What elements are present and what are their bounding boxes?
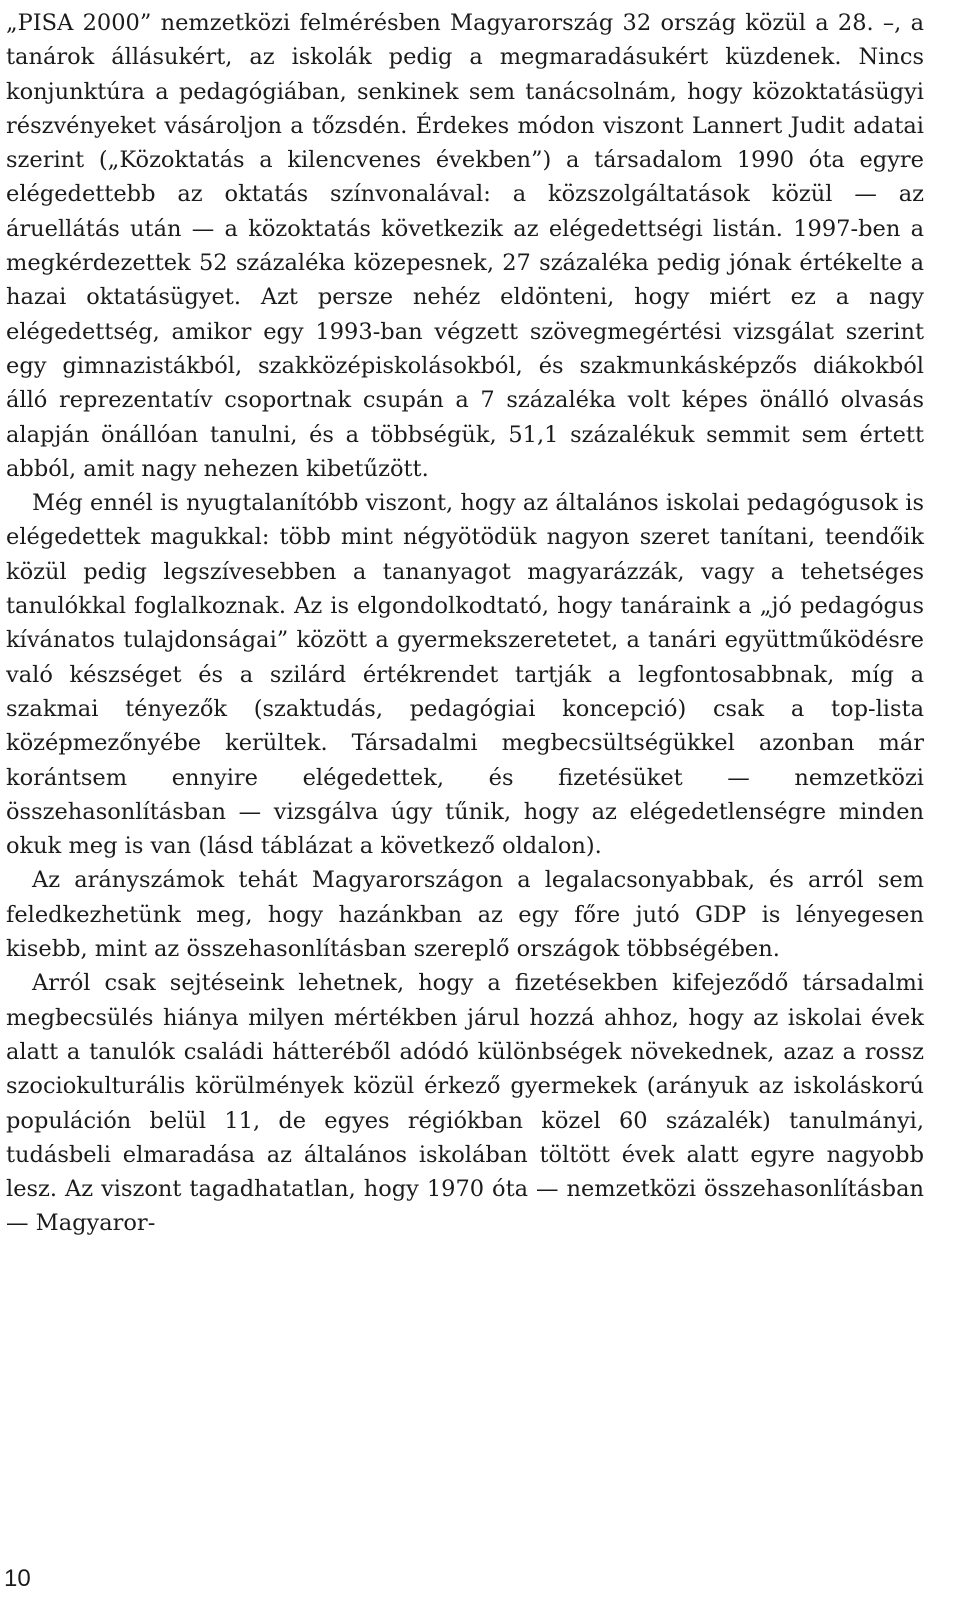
page-number: 10 (4, 1565, 31, 1592)
paragraph-2: Még ennél is nyugtalanítóbb viszont, hogy az általános iskolai pedagógusok is elégedettek magukkal: több mint négyötödük nagyon szeret tanítani, teendőik közül pedig legszívesebben a tananyagot magyarázzák, vagy a tehetséges tanulókkal foglalkoznak. Az is elgondolkodtató, hogy tanáraink a „jó pedagógus kívánatos tulajdonságai” között a gyermekszeretetet, a tanári együttműködésre való készséget és a szilárd értékrendet tartják a legfontosabbnak, míg a szakmai tényezők (szaktudás, pedagógiai koncepció) csak a top-lista középmezőnyébe kerültek. Társadalmi megbecsültségükkel azonban már korántsem ennyire elégedettek, és fizetésüket — nemzetközi összehasonlításban — vizsgálva úgy tűnik, hogy az elégedetlenségre minden okuk meg is van (lásd táblázat a következő oldalon). (6, 490, 924, 860)
paragraph-1: „PISA 2000” nemzetközi felmérésben Magyarország 32 ország közül a 28. –, a tanárok állásukért, az iskolák pedig a megmaradásukért küzdenek. Nincs konjunktúra a pedagógiában, senkinek sem tanácsolnám, hogy közoktatásügyi részvényeket vásároljon a tőzsdén. Érdekes módon viszont Lannert Judit adatai szerint („Közoktatás a kilencvenes években”) a társadalom 1990 óta egyre elégedettebb az oktatás színvonalával: a közszolgáltatások közül — az áruellátás után — a közoktatás következik az elégedettségi listán. 1997-ben a megkérdezettek 52 százaléka közepesnek, 27 százaléka pedig jónak értékelte a hazai oktatásügyet. Azt persze nehéz eldönteni, hogy miért ez a nagy elégedettség, amikor egy 1993-ban végzett szövegmegértési vizsgálat szerint egy gimnazistákból, szakközépiskolásokból, és szakmunkásképzős diákokból álló reprezentatív csoportnak csupán a 7 százaléka volt képes önálló olvasás alapján önállóan tanulni, és a többségük, 51,1 százalékuk semmit sem értett abból, amit nagy nehezen kibetűzött. (6, 10, 924, 482)
document-body (6, 6, 924, 1241)
paragraph-4: Arról csak sejtéseink lehetnek, hogy a fizetésekben kifejeződő társadalmi megbecsülés hiánya milyen mértékben járul hozzá ahhoz, hogy az iskolai évek alatt a tanulók családi hátteréből adódó különbségek növekednek, azaz a rossz szociokulturális körülmények közül érkező gyermekek (arányuk az iskoláskorú populáción belül 11, de egyes régiókban közel 60 százalék) tanulmányi, tudásbeli elmaradása az általános iskolában töltött évek alatt egyre nagyobb lesz. Az viszont tagadhatatlan, hogy 1970 óta — nemzetközi összehasonlításban — Magyaror- (6, 970, 924, 1237)
paragraph-3: Az arányszámok tehát Magyarországon a legalacsonyabbak, és arról sem feledkezhetünk meg, hogy hazánkban az egy főre jutó GDP is lényegesen kisebb, mint az összehasonlításban szereplő országok többségében. (6, 867, 924, 963)
